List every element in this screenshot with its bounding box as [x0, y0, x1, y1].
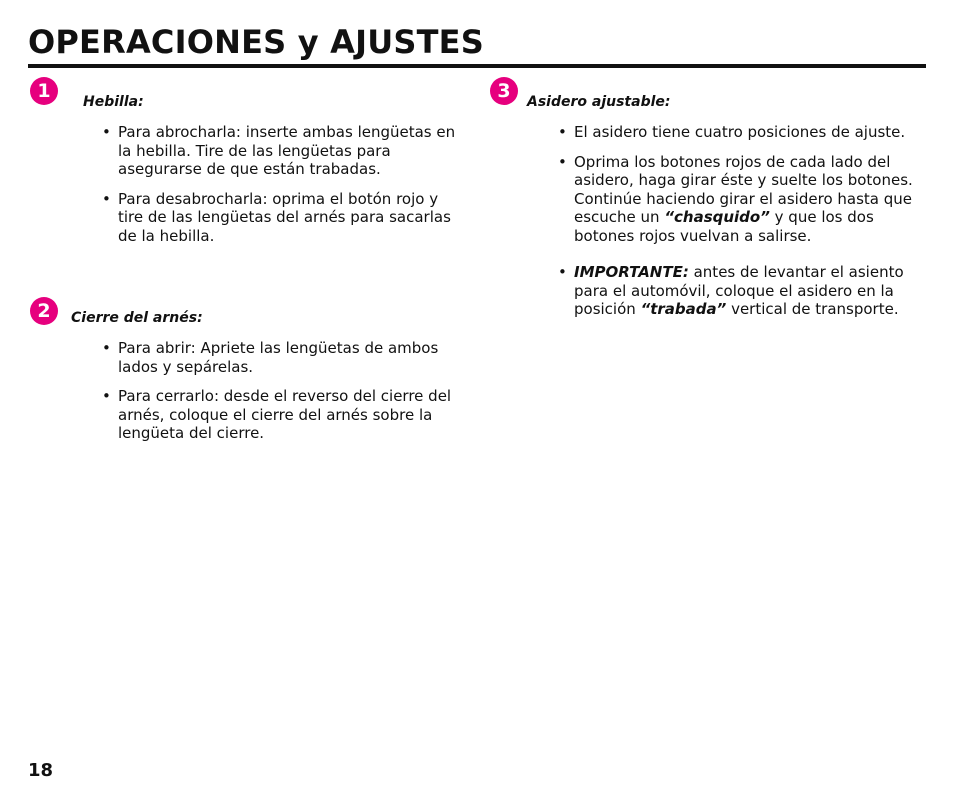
item-emphasis: “trabada”	[640, 300, 727, 318]
section-number-badge: 2	[30, 297, 58, 325]
important-label: IMPORTANTE:	[574, 263, 689, 281]
list-item: • Para abrir: Apriete las lengüetas de ambos lados y sepárelas.	[102, 339, 457, 376]
page-number: 18	[28, 760, 54, 781]
item-text: y que los dos botones rojos vuelvan a salirse.	[574, 208, 874, 245]
section-heading-hebilla: Hebilla:	[83, 94, 144, 110]
list-item: • El asidero tiene cuatro posiciones de ajuste.	[558, 123, 930, 142]
list-item: • Para abrocharla: inserte ambas lengüetas en la hebilla. Tire de las lengüetas para asegurarse de que están trabadas.	[102, 123, 457, 179]
section-heading-asidero: Asidero ajustable:	[527, 94, 671, 110]
title-rule	[28, 64, 926, 68]
page-title: OPERACIONES y AJUSTES	[28, 23, 484, 61]
item-text: Oprima los botones rojos de cada lado del asidero, haga girar éste y suelte los botones. Continúe haciendo girar el asidero hasta que escuche un	[574, 152, 913, 226]
section-list-hebilla	[102, 123, 457, 256]
section-list-cierre	[102, 339, 457, 454]
list-item: • Para desabrocharla: oprima el botón rojo y tire de las lengüetas del arnés para sacarlas de la hebilla.	[102, 190, 457, 246]
list-item: • Para cerrarlo: desde el reverso del cierre del arnés, coloque el cierre del arnés sobre la lengüeta del cierre.	[102, 387, 457, 443]
list-item	[558, 153, 930, 246]
list-item	[558, 263, 930, 319]
section-number-badge: 1	[30, 77, 58, 105]
section-list-asidero	[558, 123, 930, 330]
item-text: vertical de transporte.	[726, 300, 899, 318]
item-emphasis: “chasquido”	[664, 208, 770, 226]
section-heading-cierre: Cierre del arnés:	[71, 310, 203, 326]
section-number-badge: 3	[490, 77, 518, 105]
item-text: antes de levantar el asiento para el automóvil, coloque el asidero en la posición	[574, 263, 904, 318]
